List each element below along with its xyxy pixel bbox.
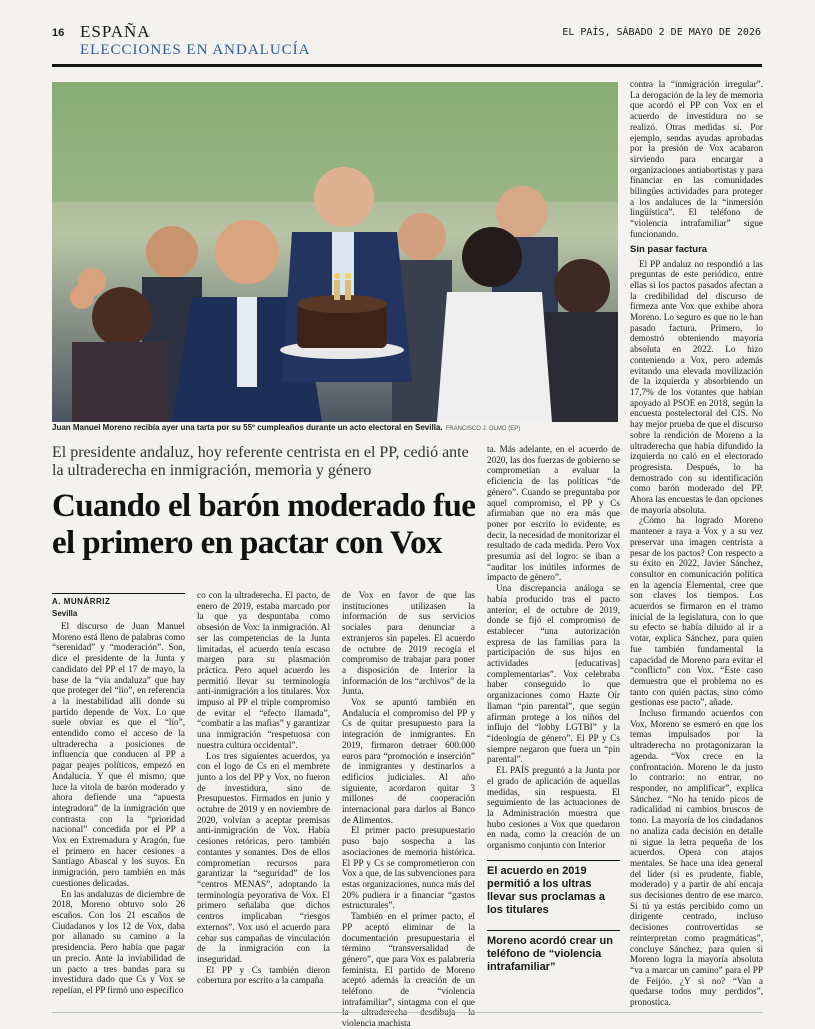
photo-credit: FRANCISCO J. OLMO (EP) xyxy=(445,426,521,432)
article-subhead: El presidente andaluz, hoy referente centrista en el PP, cedió ante la ultraderecha en inmigración, memoria y género xyxy=(52,444,469,479)
body-column-2 xyxy=(197,590,330,986)
pull-quote-rule-2 xyxy=(487,930,620,931)
paragraph: El discurso de Juan Manuel Moreno está lleno de palabras como “serenidad” y “moderación”. Son, dice el presidente de la Junta y candidato del PP el 17 de mayo, la base de la “vía andaluza” que hay que proteger del “lío”, en referencia a la inestabilidad allí donde su partido depende de Vox. Lo que suele obviar es que el “lío”, entendido como el acceso de la ultraderecha a posiciones de influencia que conducen al PP a pagar peajes políticos, empezó en Andalucía. Y que él mismo, que luce la vitola de barón moderado y ahora defiende una “apuesta integradora” de la inmigración que contrasta con la “prioridad nacional” concedida por el PP a Vox en Extremadura y Aragón, fue el primero en hacer cesiones a Santiago Abascal y los suyos. En inmigración, pero también en más cuestiones delicadas. xyxy=(52,621,185,888)
body-column-1 xyxy=(52,621,185,996)
paragraph: EL PAÍS preguntó a la Junta por el grado de aplicación de aquellas medidas, sin respuesta. El seguimiento de las actuaciones de la Administración muestra que hubo cesiones a Vox que quedaron en nada, como la creación de un organismo conjunto con Interior xyxy=(487,765,620,851)
paragraph: contra la “inmigración irregular”. La derogación de la ley de memoria que acordó el PP con Vox en el acuerdo de investidura no se realizó. Otras medidas sí. Por ejemplo, sendas ayudas aprobadas por la presión de Vox acabaron sirviendo para encargar a organizaciones antiabortistas y para financiar en las comunidades bilingües actividades para proteger a los andaluces de la “inmersión lingüística”. El teléfono de “violencia intrafamiliar” sigue funcionando. xyxy=(630,79,763,239)
article-headline: Cuando el barón moderado fue el primero en pactar con Vox xyxy=(52,488,476,561)
caption-text: Juan Manuel Moreno recibía ayer una tarta por su 55º cumpleaños durante un acto electoral en Sevilla. xyxy=(52,423,443,432)
date-line: EL PAÍS, SÁBADO 2 DE MAYO DE 2026 xyxy=(562,27,761,38)
subsection-name: ELECCIONES EN ANDALUCÍA xyxy=(80,42,311,58)
author-byline: A. MUNÁRRIZ xyxy=(52,597,111,606)
pull-quote-1: El acuerdo en 2019 permitió a los ultras llevar sus proclamas a los titulares xyxy=(487,865,606,916)
photo-caption xyxy=(52,423,618,434)
paragraph: En las andaluzas de diciembre de 2018, Moreno obtuvo solo 26 escaños. Con los 21 escaños de Ciudadanos y los 12 de Vox, daba por allanado su camino a la presidencia. Pero había que pagar un precio. Ante la inviabilidad de un pacto a tres bandas para su investidura dado que Cs y Vox se repelían, el PP firmó uno específico xyxy=(52,888,185,995)
paragraph: El PP y Cs también dieron cobertura por escrito a la campaña xyxy=(197,964,330,986)
paragraph: ¿Cómo ha logrado Moreno mantener a raya a Vox y a su vez preservar una imagen centrista a pesar de los pactos? Con respecto a su éxito en 2022, Javier Sánchez, consultor en comunicación política en la agencia Elemental, cree que son claves los tiempos. Los acuerdos se firmaron en el tramo inicial de la legislatura, con lo que su efecto se había diluido al ir a votar, explica Sánchez, para quien fue también fundamental la capacidad de Moreno para evitar el “conflicto” con Vox. “Este caso demuestra que el problema no es tanto con quién pactas, sino cómo gestionas ese pacto”, añade. xyxy=(630,515,763,708)
paragraph: Incluso firmando acuerdos con Vox, Moreno se esmeró en que los temas impulsados por la ultraderecha no protagonizaran la agenda. “Vox crece en la confrontación. Moreno le da justo lo contrario: no entrar, no responder, no amplificar”, explica Sánchez. “No ha tenido picos de radicalidad ni cambios bruscos de tono. La mayoría de los ciudadanos no analiza cada decisión en detalle ni sigue la letra pequeña de los acuerdos. Opera con atajos mentales. Se hace una idea general del líder (si es prudente, fiable, moderado) y a partir de ahí encaja sus decisiones dentro de ese marco. Si tú ya estás percibido como un dirigente centrado, incluso decisiones controvertidas se reinterpretan como pragmáticas”, concluye Sánchez, para quien si Moreno logra la mayoría absoluta “va a marcar un camino” para el PP de Feijóo. ¿Y si no? “Van a quedarse todos muy perdidos”, pronostica. xyxy=(630,708,763,1008)
pull-quote-rule-1 xyxy=(487,860,620,861)
body-column-3 xyxy=(342,590,475,1029)
paragraph: También en el primer pacto, el PP aceptó eliminar de la documentación presupuestaria el término “transversalidad de género”, que para Vox es palabrería feminista. El partido de Moreno aceptó además la creación de un teléfono de “violencia intrafamiliar”, sintagma con el que violencia machista xyxy=(342,911,475,1029)
photo-image xyxy=(52,82,618,422)
paragraph: El PP andaluz no respondió a las preguntas de este periódico, entre ellas si los pactos pasados afectan a la credibilidad del discurso de firmeza ante Vox que exhibe ahora Moreno. Lo seguro es que no le han pasado factura. Primero, lo demostró obteniendo mayoría absoluta en 2022. Lo hizo conteniendo a Vox, pero además evitando una elevada movilización de la izquierda y absorbiendo un 17,7% de los votantes que habían apoyado al PSOE en 2018, según la encuesta postelectoral del CIS. No hay mejor prueba de que el discurso sobre la rendición de Moreno a la ultraderecha que había difundido la izquierda no caló en el electorado progresista. Después, lo ha demostrado con su identificación como barón moderado del PP. Ahora las encuestas le dan opciones de mayoría absoluta. xyxy=(630,258,763,515)
paragraph: co con la ultraderecha. El pacto, de enero de 2019, estaba marcado por la que ya despuntaba como obsesión de Vox: la inmigración. Al ser las competencias de la Junta limitadas, el acuerdo tenía escaso margen para su plasmación práctica. Pero aquel acuerdo les permitió llevar su terminología anti-inmigración a los titulares. Vox impuso al PP el triple compromiso de evitar el “efecto llamada”, “combatir a las mafias” y garantizar una inmigración “respetuosa con nuestra cultura occidental”. xyxy=(197,590,330,750)
body-column-4 xyxy=(487,444,620,856)
bottom-rule xyxy=(52,1012,762,1013)
section-subtitle: Sin pasar factura xyxy=(630,243,708,255)
paragraph: Vox se apuntó también en Andalucía el compromiso del PP y Cs de quitar presupuesto para la integración de inmigrantes. En 2019, firmaron detraer 600.000 euros para “promoción e inserción” de inmigrantes y destinarlos a edificios judiciales. Al año siguiente, acordaron quitar 3 millones de cooperación internacional para darlos al Banco de Alimentos. xyxy=(342,697,475,825)
paragraph: El primer pacto presupuestario puso bajo sospecha a las asociaciones de memoria histórica. El PP y Cs se comprometieron con Vox a que, de las subvenciones para estas organizaciones, nunca más del 20% pudiera ir a financiar “gastos estructurales”. xyxy=(342,825,475,911)
byline-rule xyxy=(52,593,185,594)
section-name: ESPAÑA xyxy=(80,22,151,41)
paragraph: Una discrepancia análoga se había producido tras el pacto anterior, el de octubre de 2019, donde se fijó el compromiso de establecer “una autorización expresa de las familias para la participación de sus hijos en actividades [educativas] complementarias”. Vox celebraba haber conseguido lo que organizaciones como Hazte Oír llaman “pin parental”, que según afirman protege a los niños del influjo del “lobby LGTBI” y la “ideología de género”. El PP y Cs siempre negaron que fuera un “pin parental”. xyxy=(487,583,620,765)
paragraph: ta. Más adelante, en el acuerdo de 2020, las dos fuerzas de gobierno se comprometían a evaluar la eficiencia de las políticas “de género”. Cuando se preguntaba por aquel compromiso, el PP y Cs afirmaban que no era más que poner por escrito lo evidente, es decir, la necesidad de monitorizar el resultado de cada medida. Pero Vox presumía así del logro: se iban a “auditar los inútiles informes de impacto de género”. xyxy=(487,444,620,583)
dateline-place: Sevilla xyxy=(52,609,78,618)
pull-quote-2: Moreno acordó crear un teléfono de “violencia intrafamiliar” xyxy=(487,935,613,973)
page-number: 16 xyxy=(52,27,65,39)
body-column-5 xyxy=(630,79,763,1009)
paragraph: de Vox en favor de que las instituciones utilizasen la información de sus servicios sociales para denunciar a extranjeros sin papeles. El acuerdo de octubre de 2019 recogía el compromiso de trabajar para poner a disposición de Interior la información de los “archivos” de la Junta. xyxy=(342,590,475,697)
paragraph: Los tres siguientes acuerdos, ya con el logo de Cs en el membrete junto a los del PP y Vox, no fueron de investidura, sino de Presupuestos. Firmados en junio y octubre de 2019 y en noviembre de 2020, volvían a aceptar premisas anti-inmigración de Vox. Había cesiones retóricas, pero también contantes y sonantes. Dos de ellos comprometían recursos para garantizar la “seguridad” de los “centros MENAS”, adoptando la terminología peyorativa de Vox. El primero señalaba que dichos centros implicaban “riesgos externos”. Vox usó el acuerdo para cebar sus campañas de vinculación de la inmigración con la inseguridad. xyxy=(197,750,330,964)
header-rule xyxy=(52,64,762,67)
news-photo xyxy=(52,82,618,422)
